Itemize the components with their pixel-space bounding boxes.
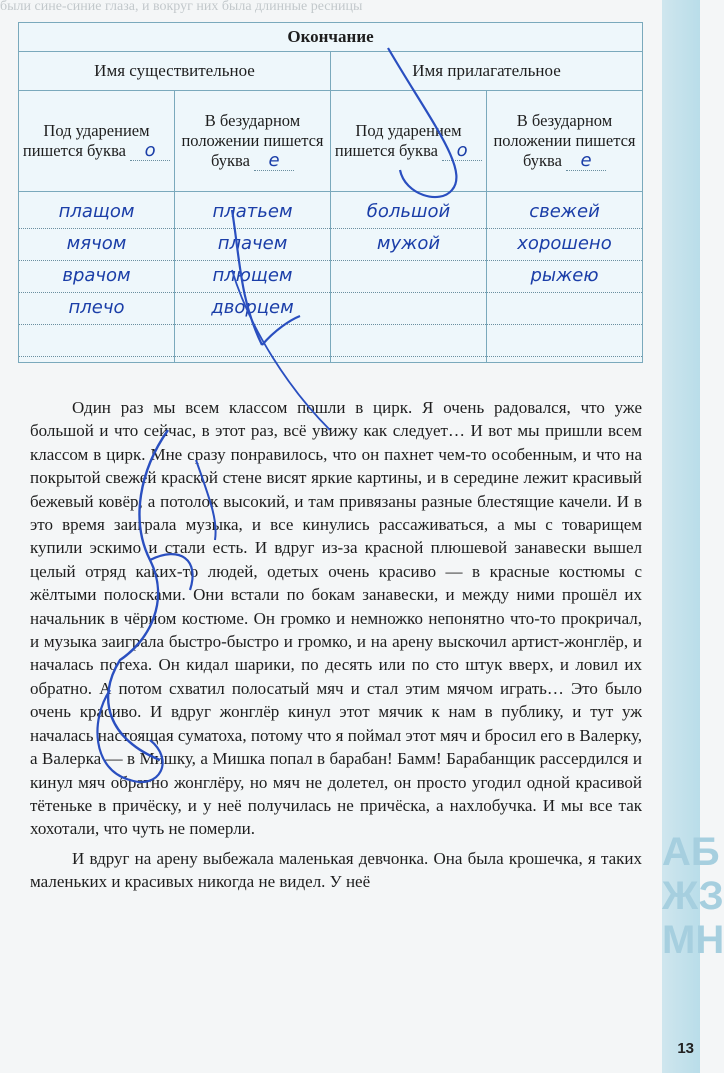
column-answer[interactable]: о xyxy=(130,142,170,161)
answer-line[interactable] xyxy=(487,325,642,357)
answer-line[interactable] xyxy=(19,325,174,357)
answer-line[interactable]: плачем xyxy=(175,229,330,261)
answer-cell-adj-stressed xyxy=(331,192,487,363)
answer-line[interactable]: плащом xyxy=(19,197,174,229)
endings-table xyxy=(18,22,643,363)
paragraph: И вдруг на арену выбежала маленькая девчонка. Она была крошечка, я таких маленьких и красивых никогда не видел. У неё xyxy=(30,848,642,892)
answer-line[interactable] xyxy=(331,293,486,325)
answer-line[interactable]: хорошено xyxy=(487,229,642,261)
answer-line[interactable]: дворцем xyxy=(175,293,330,325)
answer-line[interactable]: платьем xyxy=(175,197,330,229)
answer-line[interactable]: рыжею xyxy=(487,261,642,293)
answer-line[interactable]: свежей xyxy=(487,197,642,229)
story-text xyxy=(30,396,642,894)
answer-line[interactable]: плющем xyxy=(175,261,330,293)
column-header xyxy=(331,91,487,192)
answer-cell-noun-unstressed xyxy=(175,192,331,363)
column-answer[interactable]: о xyxy=(442,142,482,161)
column-header-text: В безударном положении пишется буква xyxy=(181,111,324,170)
column-header xyxy=(19,91,175,192)
column-header-text: В безударном положении пишется буква xyxy=(493,111,636,170)
answer-cell-adj-unstressed xyxy=(487,192,643,363)
side-tab-letters: АБ ЖЗ МН xyxy=(662,830,724,962)
column-answer[interactable]: е xyxy=(566,152,606,171)
column-header xyxy=(175,91,331,192)
group-adjective: Имя прилагательное xyxy=(331,52,643,91)
answer-line[interactable]: мячом xyxy=(19,229,174,261)
answer-line[interactable] xyxy=(331,325,486,357)
paragraph: Один раз мы всем классом пошли в цирк. Я очень радовался, что уже большой и что сейчас, в этот раз, всё увижу как следует… И вот мы пришли всем классом в цирк. Мне сразу понравилось, что он пахнет чем-то особенным, и что на покрытой свежей краской стене висят яркие картины, и в середине лежит красивый бежевый ковёр, а потолок высокий, и там привязаны разные блестящие качели. И в это время заиграла музыка, и все кинулись рассаживаться, а мы с товарищем купили эскимо и стали есть. И вдруг из-за красной плюшевой занавески вышел целый отряд каких-то людей, одетых очень красиво — в красные костюмы с жёлтыми полосками. Они встали по бокам занавески, и между ними прошёл их начальник в чёрном костюме. Он громко и немножко непонятно что-то прокричал, и музыка заиграла быстро-быстро и громко, и на арену выскочил артист-жонглёр, и началась потеха. Он кидал шарики, по десять или по сто штук вверх, и ловил их обратно. А потом схватил полосатый мяч и стал этим мячом играть… Это было очень красиво. И вдруг жонглёр кинул этот мячик к нам в публику, и тут уж началась настоящая суматоха, потому что я поймал этот мяч и бросил его в Валерку, а Валерка — в Мишку, а Мишка попал в барабан! Бамм! Барабанщик рассердился и кинул мяч обратно жонглёру, но мяч не долетел, он просто угодил одной красивой тётеньке в причёску, и у неё получилась не причёска, а нахлобучка. И мы все так хохотали, что чуть не померли. xyxy=(30,398,642,839)
bleed-through-text: были сине-синие глаза, и вокруг них была длинные ресницы xyxy=(0,0,363,14)
answer-line[interactable]: большой xyxy=(331,197,486,229)
answer-line[interactable] xyxy=(487,293,642,325)
table-title: Окончание xyxy=(19,23,643,52)
column-header-text: Под ударением пишется буква xyxy=(334,121,462,160)
column-answer[interactable]: е xyxy=(254,152,294,171)
answer-line[interactable]: плечо xyxy=(19,293,174,325)
column-header xyxy=(487,91,643,192)
page-number: 13 xyxy=(677,1040,694,1057)
column-header-text: Под ударением пишется буква xyxy=(22,121,150,160)
answer-line[interactable]: мужой xyxy=(331,229,486,261)
answer-line[interactable] xyxy=(175,325,330,357)
answer-line[interactable] xyxy=(331,261,486,293)
answer-cell-noun-stressed xyxy=(19,192,175,363)
answer-line[interactable]: врачом xyxy=(19,261,174,293)
group-noun: Имя существительное xyxy=(19,52,331,91)
